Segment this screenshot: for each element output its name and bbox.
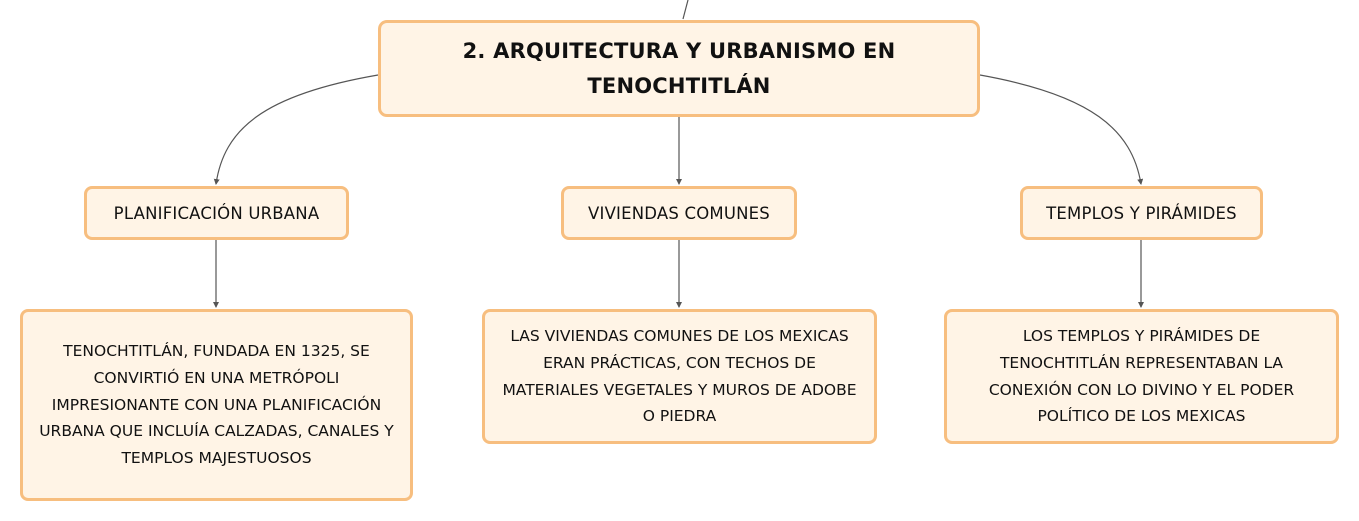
detail-line: LAS VIVIENDAS COMUNES DE LOS MEXICAS xyxy=(510,327,849,346)
detail-viviendas-comunes[interactable] xyxy=(482,309,877,444)
connector-parent-to-main xyxy=(683,0,688,19)
detail-line: CONEXIÓN CON LO DIVINO Y EL PODER xyxy=(988,380,1295,399)
connector-main-to-planificacion xyxy=(216,75,378,184)
subtopic-label: TEMPLOS Y PIRÁMIDES xyxy=(1046,203,1237,223)
detail-line: TEMPLOS MAJESTUOSOS xyxy=(121,448,312,467)
detail-line: URBANA QUE INCLUÍA CALZADAS, CANALES Y xyxy=(39,422,394,441)
detail-line: IMPRESIONANTE CON UNA PLANIFICACIÓN xyxy=(51,395,382,414)
connector-main-to-templos xyxy=(980,75,1141,184)
detail-text xyxy=(39,338,394,471)
detail-line: ERAN PRÁCTICAS, CON TECHOS DE xyxy=(543,353,816,372)
subtopic-templos-y-piramides[interactable] xyxy=(1020,186,1263,240)
detail-text xyxy=(989,323,1294,430)
detail-line: TENOCHTITLÁN, FUNDADA EN 1325, SE xyxy=(63,342,370,361)
detail-templos-y-piramides[interactable] xyxy=(944,309,1339,444)
subtopic-label: PLANIFICACIÓN URBANA xyxy=(113,203,320,223)
subtopic-viviendas-comunes[interactable] xyxy=(561,186,797,240)
detail-line: MATERIALES VEGETALES Y MUROS DE ADOBE xyxy=(502,380,857,399)
main-topic-line-1: 2. ARQUITECTURA Y URBANISMO EN xyxy=(462,39,896,64)
subtopic-planificacion-urbana[interactable] xyxy=(84,186,349,240)
detail-line: CONVIRTIÓ EN UNA METRÓPOLI xyxy=(93,369,340,388)
detail-line: LOS TEMPLOS Y PIRÁMIDES DE xyxy=(1022,327,1261,346)
detail-line: POLÍTICO DE LOS MEXICAS xyxy=(1037,407,1246,426)
detail-line: TENOCHTITLÁN REPRESENTABAN LA xyxy=(999,353,1284,372)
main-topic-node[interactable] xyxy=(378,20,980,117)
subtopic-label: VIVIENDAS COMUNES xyxy=(588,203,770,223)
detail-text xyxy=(502,323,856,430)
main-topic-text xyxy=(463,34,896,102)
detail-planificacion-urbana[interactable] xyxy=(20,309,413,501)
detail-line: O PIEDRA xyxy=(642,407,717,426)
main-topic-line-2: TENOCHTITLÁN xyxy=(587,73,771,98)
